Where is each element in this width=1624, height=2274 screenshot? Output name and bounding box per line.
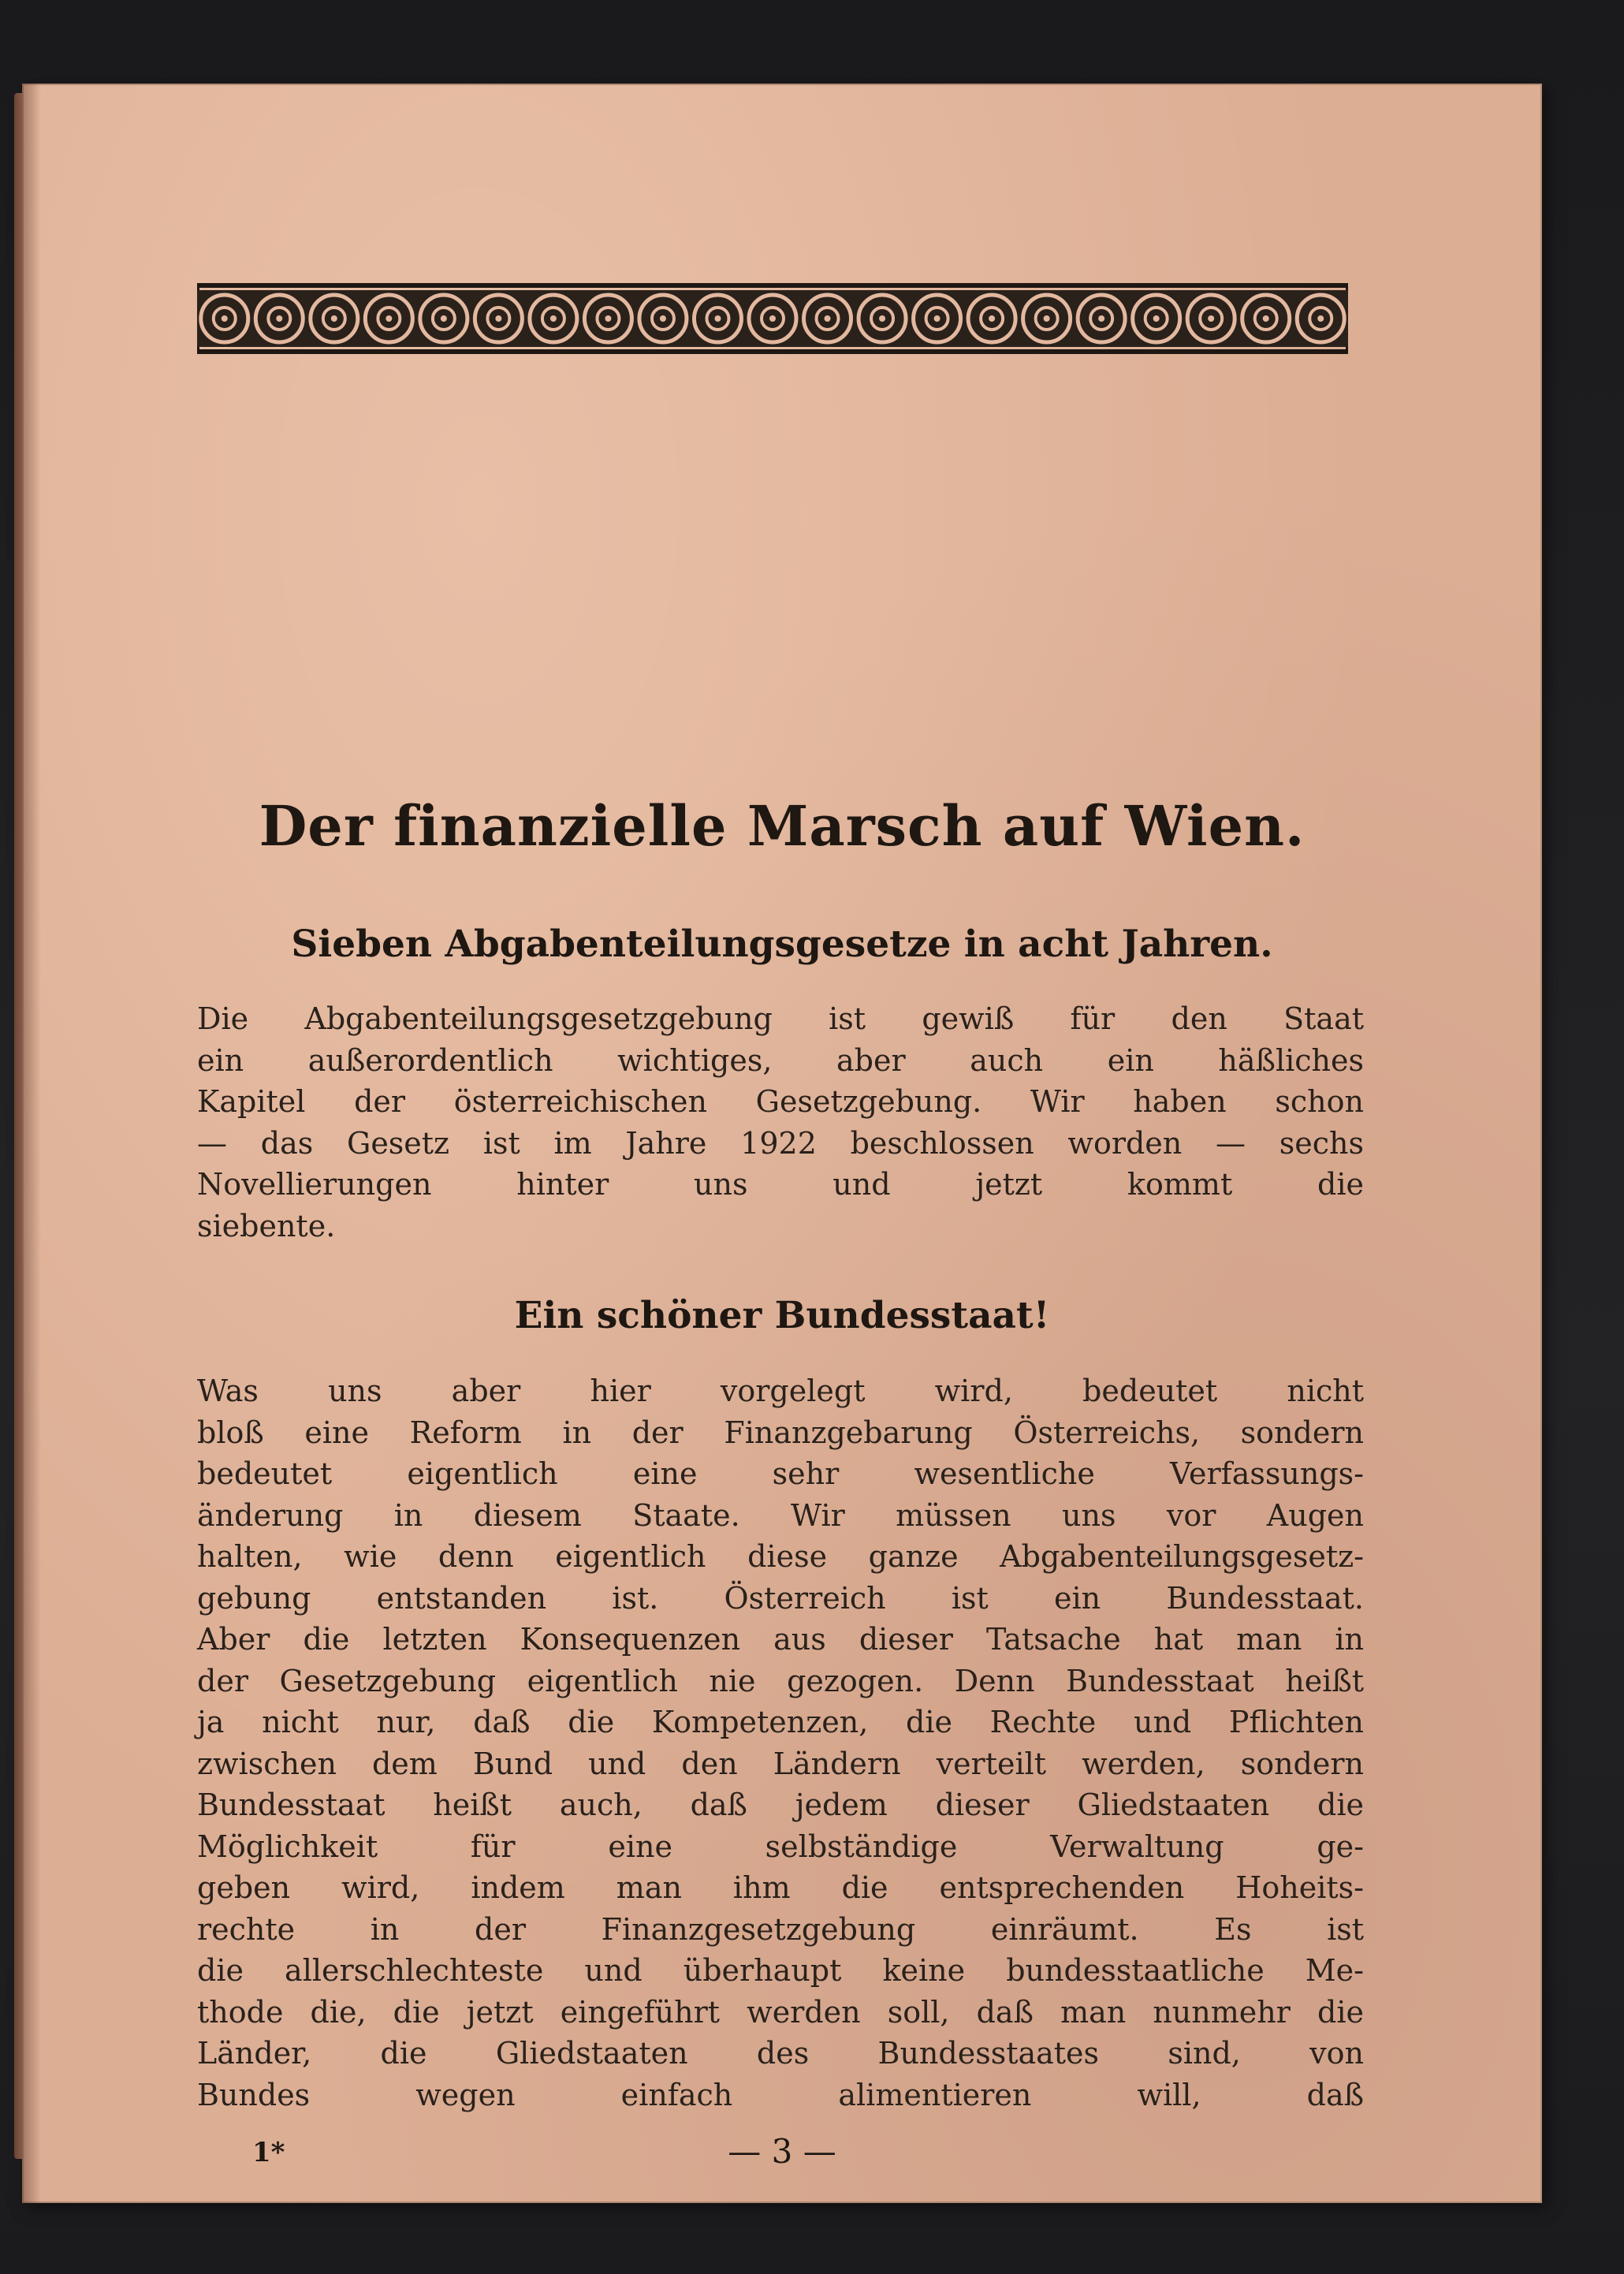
paragraph-line: bloß eine Reform in der Finanzgebarung Österreichs, sondern [197, 1415, 1364, 1450]
paragraph-1 [197, 998, 1364, 1247]
ornament-ring [694, 295, 741, 342]
paragraph-line: halten, wie denn eigentlich diese ganze Abgabenteilungsgesetz- [197, 1539, 1364, 1574]
ornament-ring [968, 295, 1015, 342]
page-title: Der finanzielle Marsch auf Wien. [259, 793, 1306, 859]
paragraph-line: rechte in der Finanzgesetzgebung einräumt. Es ist [197, 1911, 1364, 1947]
paragraph-line: geben wird, indem man ihm die entsprechenden Hoheits- [197, 1870, 1364, 1905]
ornament-ring [1133, 295, 1180, 342]
paragraph-line: ja nicht nur, daß die Kompetenzen, die Rechte und Pflichten [197, 1705, 1364, 1739]
paragraph-line: — das Gesetz ist im Jahre 1922 beschlossen worden — sechs [197, 1125, 1364, 1161]
paragraph-line: Die Abgabenteilungsgesetzgebung ist gewiß für den Staat [197, 1001, 1364, 1036]
page-spine-shadow [22, 84, 41, 2203]
ornament-ring [1297, 295, 1344, 342]
page-subtitle: Sieben Abgabenteilungsgesetze in acht Jahren. [291, 923, 1273, 966]
paragraph-2 [197, 1370, 1364, 2116]
paragraph-line: siebente. [197, 1208, 336, 1243]
ornament-ring [530, 295, 577, 342]
ornament-ring [475, 295, 522, 342]
paragraph-line: Möglichkeit für eine selbständige Verwaltung ge- [197, 1829, 1364, 1864]
paragraph-line: bedeutet eigentlich eine sehr wesentliche Verfassungs- [197, 1456, 1364, 1491]
paragraph-line: thode die, die jetzt eingeführt werden soll, daß man nunmehr die [197, 1994, 1364, 2030]
paragraph-line: der Gesetzgebung eigentlich nie gezogen. Denn Bundesstaat heißt [197, 1663, 1364, 1698]
paragraph-line: Bundesstaat heißt auch, daß jedem dieser Gliedstaaten die [197, 1788, 1364, 1822]
ornament-ring [749, 295, 796, 342]
paragraph-line: Länder, die Gliedstaaten des Bundesstaates sind, von [197, 2036, 1364, 2071]
paragraph-line: ein außerordentlich wichtiges, aber auch ein häßliches [197, 1042, 1364, 1078]
paragraph-line: änderung in diesem Staate. Wir müssen uns vor Augen [197, 1497, 1364, 1533]
ornament-ring [584, 295, 631, 342]
ornament-ring [201, 295, 248, 342]
decorative-ornament-band [197, 282, 1348, 355]
ornament-ring [1187, 295, 1235, 342]
paragraph-line: Bundes wegen einfach alimentieren will, daß [197, 2077, 1364, 2112]
ornament-ring [311, 295, 358, 342]
page-number: — 3 — [728, 2132, 836, 2171]
ornament-ring [804, 295, 851, 342]
ornament-ring [1078, 295, 1125, 342]
ornament-ring [639, 295, 687, 342]
ornament-ring [859, 295, 906, 342]
paragraph-line: Novellierungen hinter uns und jetzt kommt die [197, 1167, 1364, 1202]
ornament-ring [1242, 295, 1290, 342]
ornament-ring [365, 295, 412, 342]
ornament-ring [420, 295, 467, 342]
ornament-ring [1023, 295, 1071, 342]
paragraph-line: Kapitel der österreichischen Gesetzgebung. Wir haben schon [197, 1084, 1364, 1119]
signature-mark: 1* [252, 2137, 285, 2168]
paragraph-line: gebung entstanden ist. Österreich ist ein Bundesstaat. [197, 1580, 1364, 1616]
paragraph-line: zwischen dem Bund und den Ländern verteilt werden, sondern [197, 1746, 1364, 1781]
paragraph-line: die allerschlechteste und überhaupt keine bundesstaatliche Me- [197, 1953, 1364, 1988]
paragraph-line: Was uns aber hier vorgelegt wird, bedeutet nicht [197, 1374, 1364, 1408]
paragraph-line: Aber die letzten Konsequenzen aus dieser Tatsache hat man in [197, 1622, 1364, 1657]
book-page [22, 84, 1542, 2203]
ornament-ring [255, 295, 303, 342]
ornament-ring [914, 295, 961, 342]
section-heading: Ein schöner Bundesstaat! [514, 1294, 1050, 1337]
